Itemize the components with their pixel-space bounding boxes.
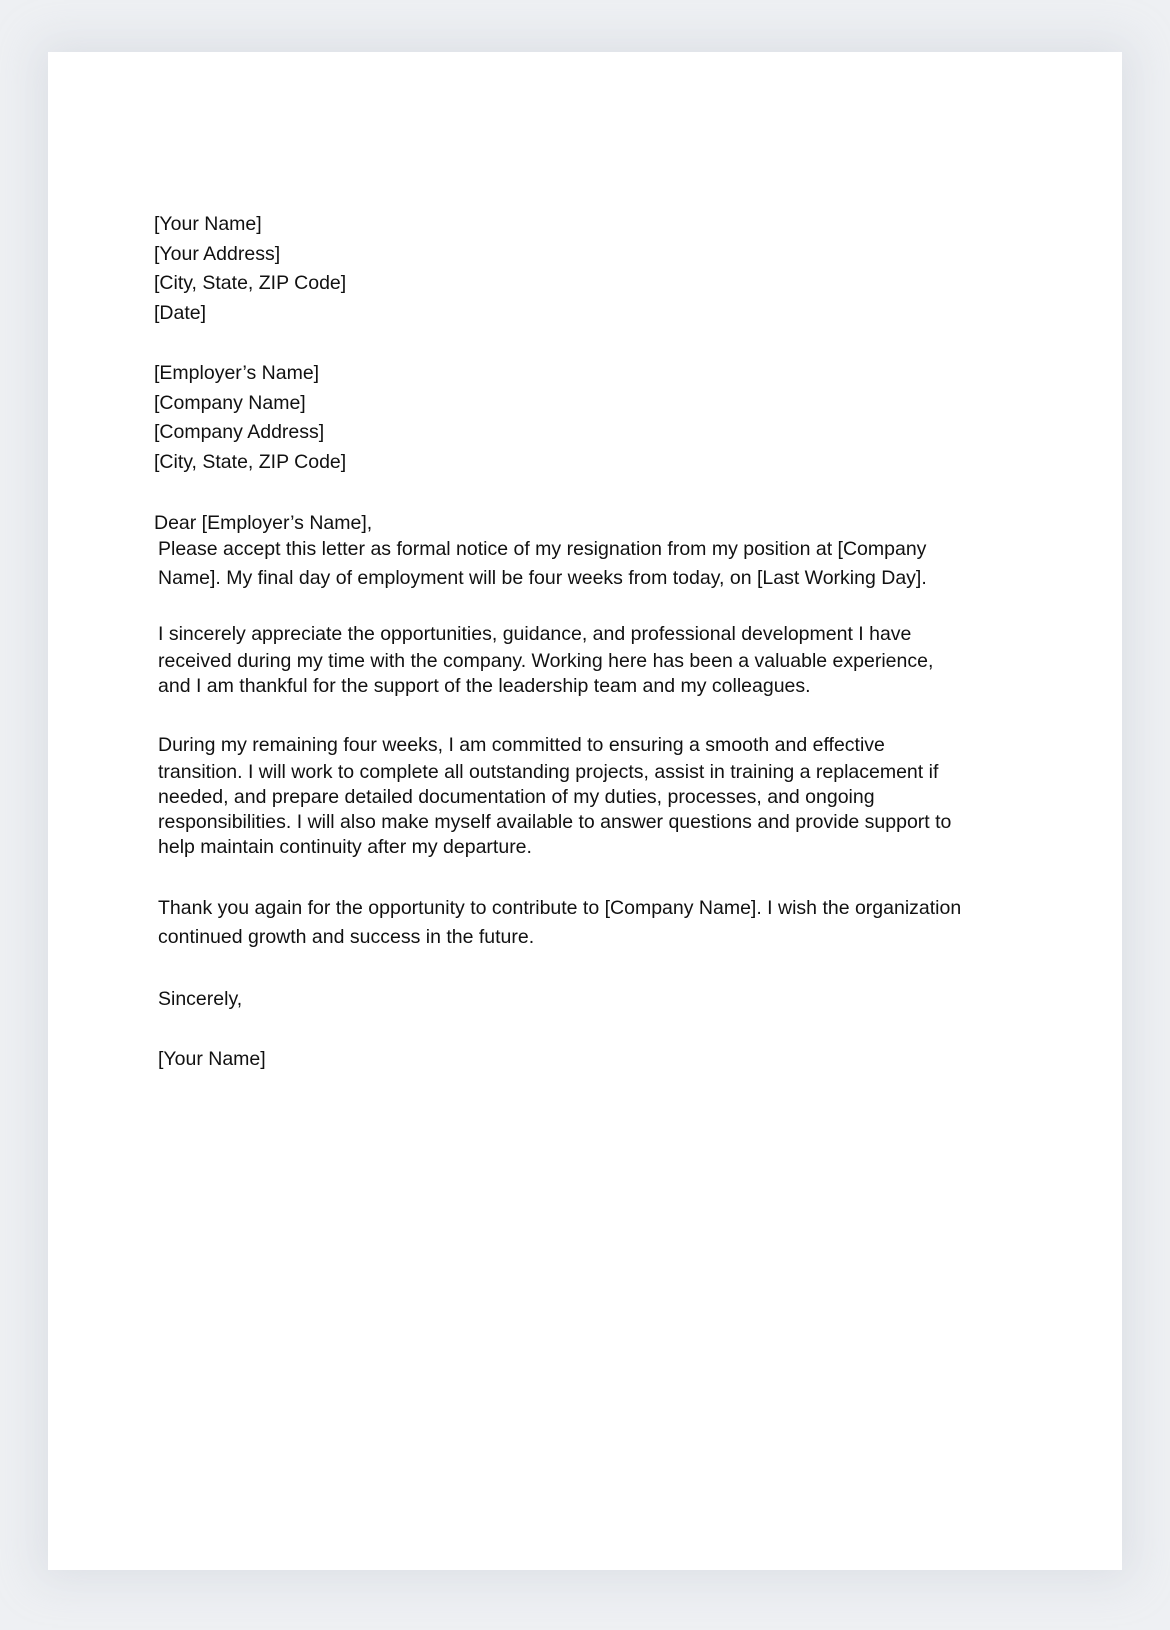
letter-page xyxy=(48,52,1122,1570)
body-paragraph-1 xyxy=(158,535,1058,593)
paragraph-line: transition. I will work to complete all outstanding projects, assist in training a replacement if xyxy=(158,761,939,783)
body-paragraph-3 xyxy=(158,731,1058,860)
sender-block xyxy=(154,210,1054,328)
recipient-block xyxy=(154,359,1054,477)
body-paragraph-4 xyxy=(158,894,1058,952)
sender-name: [Your Name] xyxy=(154,213,262,235)
salutation: Dear [Employer’s Name], xyxy=(154,512,373,534)
recipient-employer-name: [Employer’s Name] xyxy=(154,362,320,384)
body-paragraph-2 xyxy=(158,620,1058,699)
paragraph-line: continued growth and success in the future. xyxy=(158,926,535,948)
signature-name: [Your Name] xyxy=(158,1048,266,1070)
paragraph-line: I sincerely appreciate the opportunities, guidance, and professional development I have xyxy=(158,623,912,645)
paragraph-line: Thank you again for the opportunity to contribute to [Company Name]. I wish the organization xyxy=(158,897,962,919)
letter-header xyxy=(154,210,1054,539)
paragraph-line: Please accept this letter as formal notice of my resignation from my position at [Company xyxy=(158,538,927,560)
paragraph-line: needed, and prepare detailed documentation of my duties, processes, and ongoing xyxy=(158,786,875,808)
sender-address: [Your Address] xyxy=(154,242,281,265)
signature-block xyxy=(158,1045,1058,1074)
letter-date: [Date] xyxy=(154,301,207,324)
paragraph-line: responsibilities. I will also make myself available to answer questions and provide support to xyxy=(158,811,952,833)
paragraph-line: received during my time with the company. Working here has been a valuable experience, xyxy=(158,650,934,672)
paragraph-line: Name]. My final day of employment will be four weeks from today, on [Last Working Day]. xyxy=(158,567,927,589)
closing: Sincerely, xyxy=(158,988,243,1010)
paragraph-line: and I am thankful for the support of the leadership team and my colleagues. xyxy=(158,675,811,697)
recipient-company-name: [Company Name] xyxy=(154,391,306,414)
sender-city-state-zip: [City, State, ZIP Code] xyxy=(154,272,347,294)
recipient-city-state-zip: [City, State, ZIP Code] xyxy=(154,450,347,473)
recipient-company-address: [Company Address] xyxy=(154,421,325,443)
paragraph-line: During my remaining four weeks, I am committed to ensuring a smooth and effective xyxy=(158,734,885,756)
paragraph-line: help maintain continuity after my departure. xyxy=(158,836,532,858)
closing-block xyxy=(158,985,1058,1014)
